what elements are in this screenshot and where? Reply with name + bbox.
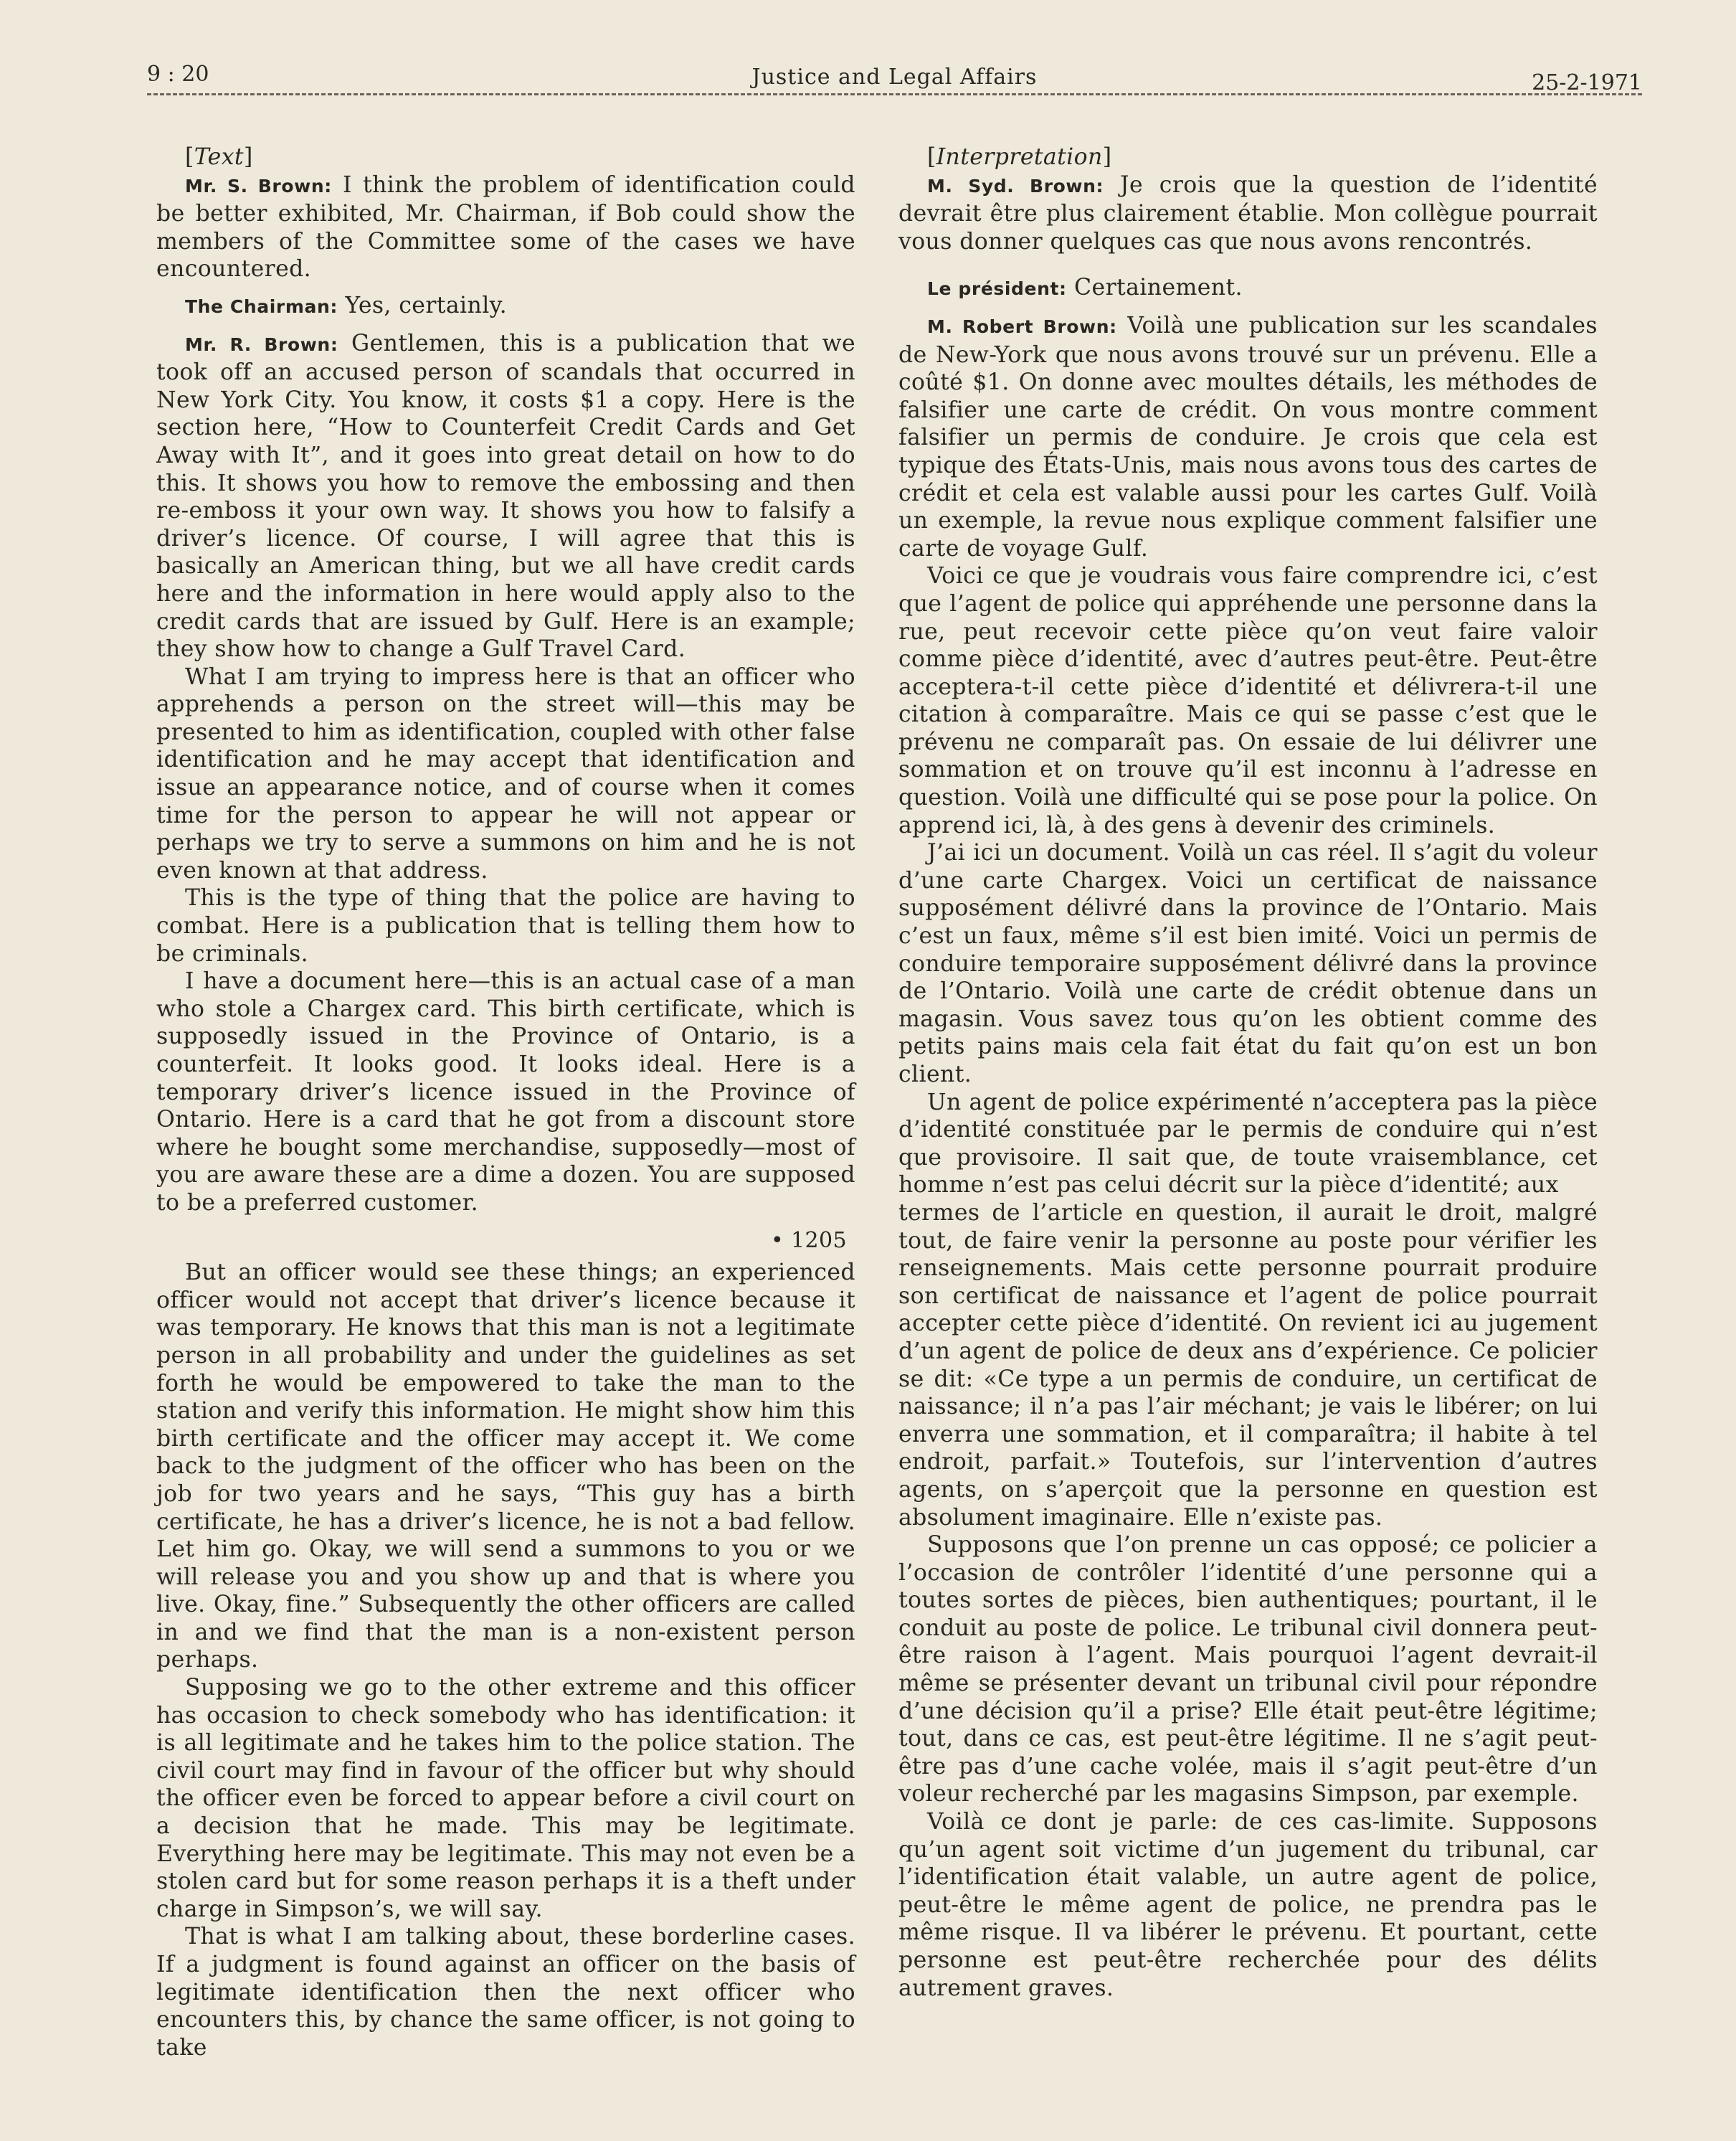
- section-label: [Interpretation]: [927, 144, 1112, 170]
- paragraph: Le président: Certainement.: [927, 275, 1243, 301]
- page-number: 9 : 20: [147, 62, 209, 87]
- header-title: Justice and Legal Affairs: [751, 65, 1038, 90]
- paragraph: termes de l’article en question, il aurait le droit, malgré tout, de faire venir la personne au poste pour vérifier les renseignements. Mais cette personne pourrait produire son certificat de naissance et l’agent de police pourrait accepter cette pièce d’identité. On revient ici au jugement d’un agent de police de deux ans d’expérience. Ce policier se dit: «Ce type a un permis de conduire, un certificat de naissance; il n’a pas l’air méchant; je vais le libérer; on lui enverra une sommation, et il comparaîtra; il habite à tel endroit, parfait.» Toutefois, sur l’intervention d’autres agents, on s’aperçoit que la personne en question est absolument imaginaire. Elle n’existe pas.: [898, 1199, 1598, 1531]
- section-label: [Text]: [185, 144, 253, 170]
- speaker-name: Mr. R. Brown:: [185, 334, 338, 355]
- paragraph: That is what I am talking about, these borderline cases. If a judgment is found against an officer on the basis of legitimate identification then the next officer who encounters this, by chance the same officer, is not going to take: [156, 1924, 855, 2061]
- paragraph: What I am trying to impress here is that an officer who apprehends a person on the street will—this may be presented to him as identification, coupled with other false identification and he may accept that identification and issue an appearance notice, and of course when it comes time for the person to appear he will not appear or perhaps we try to serve a summons on him and he is not even known at that address.: [156, 663, 855, 884]
- paragraph: J’ai ici un document. Voilà un cas réel. Il s’agit du voleur d’une carte Chargex. Voici un certificat de naissance supposément délivré dans la province de l’Ontario. Mais c’est un faux, même s’il est bien imité. Voici un permis de conduire temporaire supposément délivré dans la province de l’Ontario. Voilà une carte de crédit obtenue dans un magasin. Vous savez tous qu’on les obtient comme des petits pains mais cela fait état du fait qu’on est un bon client.: [898, 840, 1598, 1087]
- paragraph: The Chairman: Yes, certainly.: [185, 292, 508, 318]
- paragraph: Supposing we go to the other extreme and this officer has occasion to check somebody who has identification: it is all legitimate and he takes him to the police station. The civil court may find in favour of the officer but why should the officer even be forced to appear before a civil court on a decision that he made. This may be legitimate. Everything here may be legitimate. This may not even be a stolen card but for some reason perhaps it is a theft under charge in Simpson’s, we will say.: [156, 1675, 855, 1922]
- page-header: [147, 56, 1642, 95]
- paragraph: Mr. R. Brown: Gentlemen, this is a publication that we took off an accused person of scandals that occurred in New York City. You know, it costs $1 a copy. Here is the section here, “How to Counterfeit Credit Cards and Get Away with It”, and it goes into great detail on how to do this. It shows you how to remove the embossing and then re-emboss it your own way. It shows you how to falsify a driver’s licence. Of course, I will agree that this is basically an American thing, but we all have credit cards here and the information in here would apply also to the credit cards that are issued by Gulf. Here is an example; they show how to change a Gulf Travel Card.: [156, 330, 855, 663]
- paragraph: Supposons que l’on prenne un cas opposé; ce policier a l’occasion de contrôler l’identité d’une personne qui a toutes sortes de pièces, bien authentiques; pourtant, il le conduit au poste de police. Le tribunal civil donnera peut-être raison à l’agent. Mais pourquoi l’agent devrait-il même se présenter devant un tribunal civil pour répondre d’une décision qu’il a prise? Elle était peut-être légitime; tout, dans ce cas, est peut-être légitime. Il ne s’agit peut-être pas d’une cache volée, mais il s’agit peut-être d’un voleur recherché par les magasins Simpson, par exemple.: [898, 1532, 1598, 1807]
- paragraph: M. Syd. Brown: Je crois que la question de l’identité devrait être plus clairement établie. Mon collègue pourrait vous donner quelques cas que nous avons rencontrés.: [898, 171, 1598, 255]
- paragraph: Voilà ce dont je parle: de ces cas-limite. Supposons qu’un agent soit victime d’un jugement du tribunal, car l’identification était valable, un autre agent de police, peut-être le même agent de police, ne prendra pas le même risque. Il va libérer le prévenu. Et pourtant, cette personne est peut-être recherchée pour des délits autrement graves.: [898, 1809, 1598, 2001]
- speaker-name: Mr. S. Brown:: [185, 175, 332, 197]
- speaker-name: The Chairman:: [185, 296, 338, 317]
- paragraph: Un agent de police expérimenté n’acceptera pas la pièce d’identité constituée par le permis de conduire qui n’est que provisoire. Il sait que, de toute vraisemblance, cet homme n’est pas celui décrit sur la pièce d’identité; aux: [898, 1089, 1598, 1199]
- time-marker: • 1205: [771, 1227, 847, 1253]
- paragraph: Mr. S. Brown: I think the problem of identification could be better exhibited, Mr. Chairman, if Bob could show the members of the Committee some of the cases we have encountered.: [156, 171, 855, 283]
- paragraph: M. Robert Brown: Voilà une publication sur les scandales de New-York que nous avons trouvé sur un prévenu. Elle a coûté $1. On donne avec moultes détails, les méthodes de falsifier une carte de crédit. On vous montre comment falsifier un permis de conduire. Je crois que cela est typique des États-Unis, mais nous avons tous des cartes de crédit et cela est valable aussi pour les cartes Gulf. Voilà un exemple, la revue nous explique comment falsifier une carte de voyage Gulf.: [898, 312, 1598, 562]
- speaker-name: M. Syd. Brown:: [927, 175, 1104, 197]
- paragraph: But an officer would see these things; an experienced officer would not accept that driver’s licence because it was temporary. He knows that this man is not a legitimate person in all probability and under the guidelines as set forth he would be empowered to take the man to the station and verify this information. He might show him this birth certificate and the officer may accept it. We come back to the judgment of the officer who has been on the job for two years and he says, “This guy has a birth certificate, he has a driver’s licence, he is not a bad fellow. Let him go. Okay, we will send a summons to you or we will release you and you show up and that is where you live. Okay, fine.” Subsequently the other officers are called in and we find that the man is a non-existent person perhaps.: [156, 1259, 855, 1673]
- paragraph: I have a document here—this is an actual case of a man who stole a Chargex card. This birth certificate, which is supposedly issued in the Province of Ontario, is a counterfeit. It looks good. It looks ideal. Here is a temporary driver’s licence issued in the Province of Ontario. Here is a card that he got from a discount store where he bought some merchandise, supposedly—most of you are aware these are a dime a dozen. You are supposed to be a preferred customer.: [156, 968, 855, 1216]
- header-date: 25-2-1971: [1532, 70, 1642, 95]
- paragraph: This is the type of thing that the police are having to combat. Here is a publication that is telling them how to be criminals.: [156, 885, 855, 967]
- paragraph: Voici ce que je voudrais vous faire comprendre ici, c’est que l’agent de police qui appréhende une personne dans la rue, peut recevoir cette pièce qu’on veut faire valoir comme pièce d’identité, avec d’autres peut-être. Peut-être acceptera-t-il cette pièce d’identité et délivrera-t-il une citation à comparaître. Mais ce qui se passe c’est que le prévenu ne comparaît pas. On essaie de lui délivrer une sommation et on trouve qu’il est inconnu à l’adresse en question. Voilà une difficulté qui se pose pour la police. On apprend ici, là, à des gens à devenir des criminels.: [898, 563, 1598, 838]
- speaker-name: M. Robert Brown:: [927, 316, 1117, 337]
- speaker-name: Le président:: [927, 278, 1067, 300]
- french-column: [898, 143, 1598, 2002]
- english-column: [156, 143, 855, 2061]
